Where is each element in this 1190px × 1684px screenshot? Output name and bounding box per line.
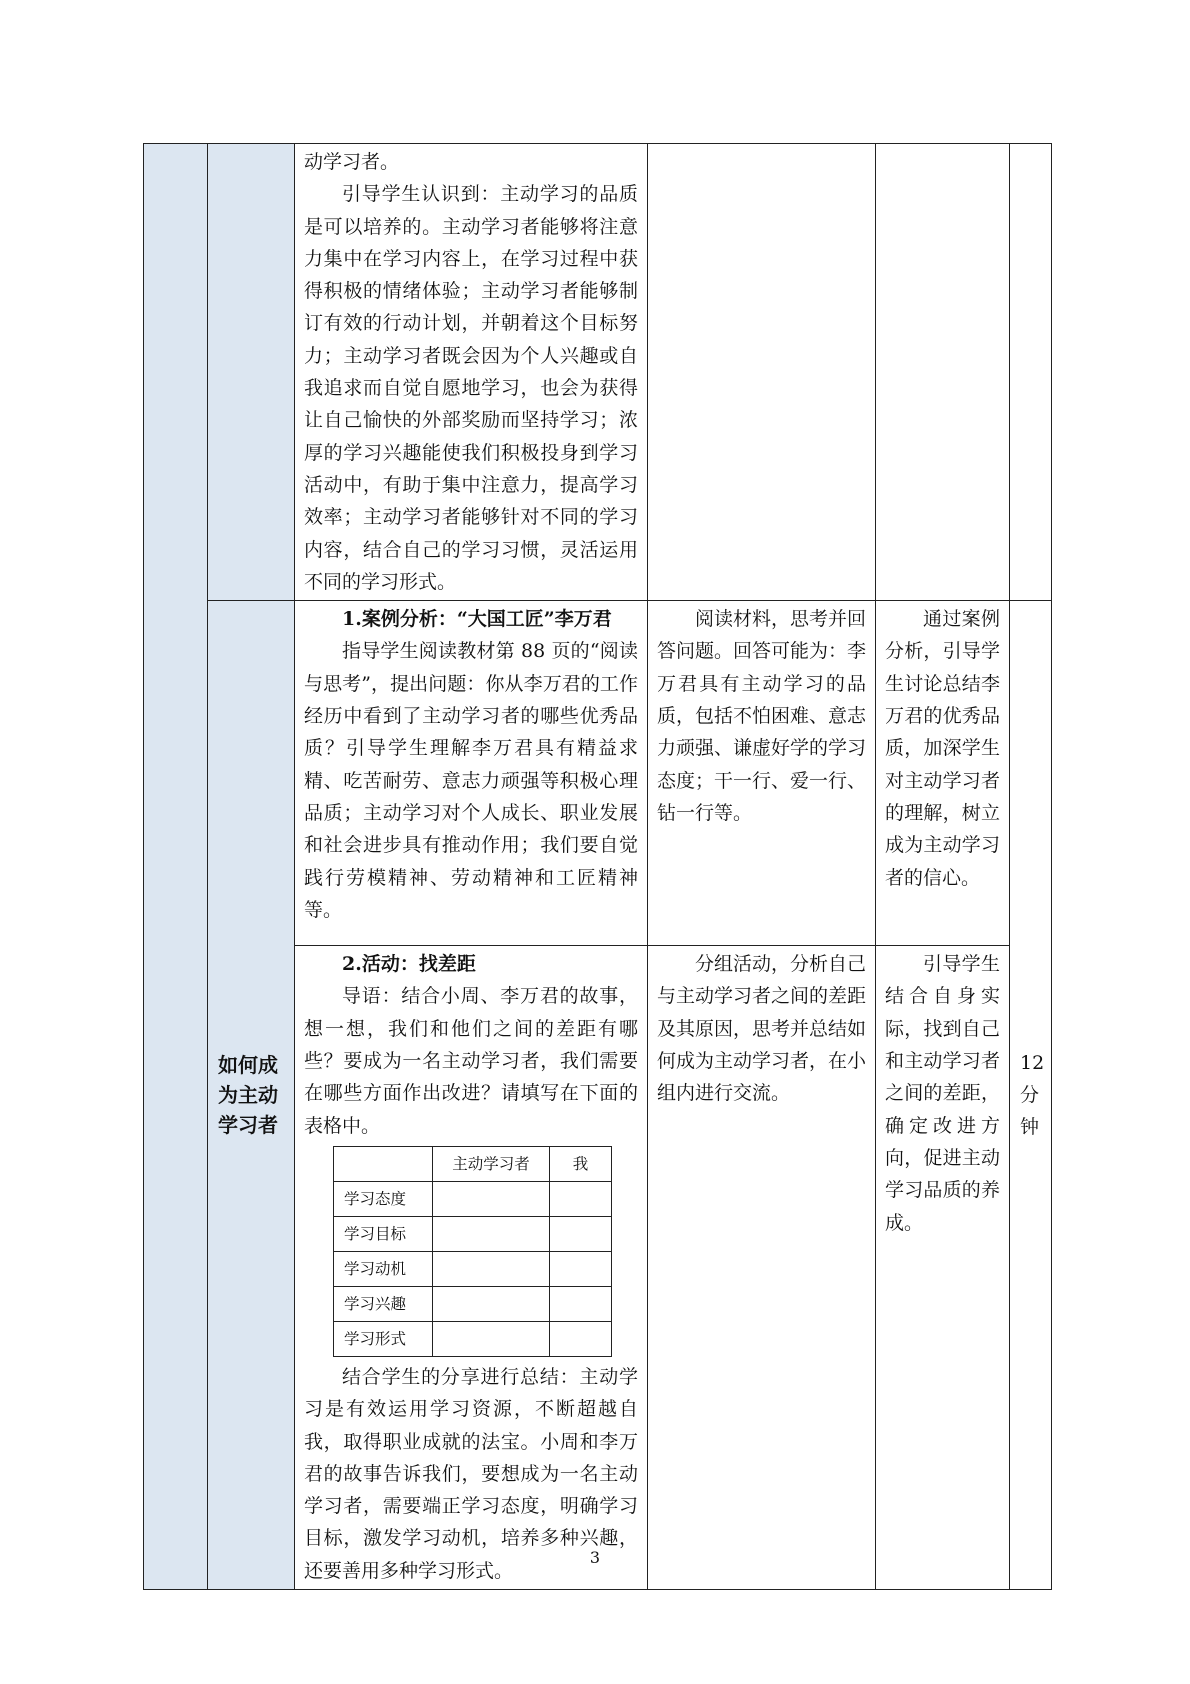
case-purpose-cell: [876, 601, 1010, 946]
gap-table-active-learner-cell: [433, 1181, 550, 1216]
table-row: [334, 1216, 612, 1251]
gap-table-active-learner-cell: [433, 1286, 550, 1321]
gap-table-header-row: [334, 1146, 612, 1181]
case-heading: 1.案例分析：“大国工匠”李万君: [342, 608, 612, 631]
table-row: [334, 1286, 612, 1321]
table-row: [334, 1321, 612, 1356]
section-name: 如何成为主动学习者: [218, 1053, 278, 1138]
gap-heading: 2.活动：找差距: [342, 953, 476, 976]
gap-table-header-me: 我: [550, 1146, 612, 1181]
case-purpose-text: 通过案例分析，引导学生讨论总结李万君的优秀品质，加深学生对主动学习者的理解，树立成为主动学习者的信心。: [885, 608, 1000, 889]
gap-table-row-label: 学习兴趣: [334, 1286, 433, 1321]
gap-table-me-cell: [550, 1181, 612, 1216]
gap-table-active-learner-cell: [433, 1251, 550, 1286]
case-analysis-row: [144, 601, 1052, 946]
gap-student-text: 分组活动，分析自己与主动学习者之间的差距及其原因，思考并总结如何成为主动学习者，在小组内进行交流。: [657, 953, 867, 1105]
gap-table-row-label: 学习目标: [334, 1216, 433, 1251]
design-purpose-cell-empty: [876, 144, 1010, 601]
case-teacher-cell: [295, 601, 648, 946]
time-cell-empty: [1010, 144, 1052, 601]
gap-purpose-cell: [876, 946, 1010, 1590]
table-row: [334, 1251, 612, 1286]
stage-column-cell: [144, 144, 208, 1590]
activity-text-guidance: 引导学生认识到：主动学习的品质是可以培养的。主动学习者能够将注意力集中在学习内容上，在学习过程中获得积极的情绪体验；主动学习者能够制订有效的行动计划，并朝着这个目标努力；主动学习者既会因为个人兴趣或自我追求而自觉自愿地学习，也会为获得让自己愉快的外部奖励而坚持学习；浓厚的学习兴趣能使我们积极投身到学习活动中，有助于集中注意力，提高学习效率；主动学习者能够针对不同的学习内容，结合自己的学习习惯，灵活运用不同的学习形式。: [304, 183, 638, 593]
gap-table-me-cell: [550, 1286, 612, 1321]
gap-table-me-cell: [550, 1321, 612, 1356]
gap-purpose-text: 引导学生结合自身实际，找到自己和主动学习者之间的差距，确定改进方向，促进主动学习品质的养成。: [885, 953, 1000, 1234]
gap-table-header-active-learner: 主动学习者: [433, 1146, 550, 1181]
activity-text-tail: 动学习者。: [304, 151, 400, 173]
teacher-activity-cell: [295, 144, 648, 601]
gap-table-row-label: 学习形式: [334, 1321, 433, 1356]
time-text: 12分钟: [1020, 1051, 1045, 1139]
page-number: 3: [589, 1548, 601, 1567]
case-student-text: 阅读材料，思考并回答问题。回答可能为：李万君具有主动学习的品质，包括不怕困难、意志力顽强、谦虚好学的学习态度；干一行、爱一行、钻一行等。: [657, 608, 867, 824]
continuation-row: [144, 144, 1052, 601]
gap-table-row-label: 学习动机: [334, 1251, 433, 1286]
time-cell: [1010, 601, 1052, 1590]
lesson-plan-table: [143, 143, 1052, 1590]
gap-summary: 结合学生的分享进行总结：主动学习是有效运用学习资源，不断超越自我，取得职业成就的法宝。小周和李万君的故事告诉我们，要想成为一名主动学习者，需要端正学习态度，明确学习目标，激发学习动机，培养多种兴趣，还要善用多种学习形式。: [304, 1365, 638, 1582]
case-body: 指导学生阅读教材第 88 页的“阅读与思考”，提出问题：你从李万君的工作经历中看到了主动学习者的哪些优秀品质？引导学生理解李万君具有精益求精、吃苦耐劳、意志力顽强等积极心理品质；主动学习对个人成长、职业发展和社会进步具有推动作用；我们要自觉践行劳模精神、劳动精神和工匠精神等。: [304, 640, 638, 921]
gap-intro: 导语：结合小周、李万君的故事，想一想，我们和他们之间的差距有哪些？要成为一名主动学习者，我们需要在哪些方面作出改进？请填写在下面的表格中。: [304, 985, 638, 1137]
student-activity-cell-empty: [648, 144, 876, 601]
gap-table-header-blank: [334, 1146, 433, 1181]
gap-table-active-learner-cell: [433, 1321, 550, 1356]
gap-teacher-cell: [295, 946, 648, 1590]
section-column-cell-empty: [208, 144, 295, 601]
table-row: [334, 1181, 612, 1216]
gap-table-row-label: 学习态度: [334, 1181, 433, 1216]
section-name-cell: [208, 601, 295, 1590]
case-student-cell: [648, 601, 876, 946]
gap-table-me-cell: [550, 1216, 612, 1251]
gap-table-me-cell: [550, 1251, 612, 1286]
gap-comparison-table: [333, 1146, 612, 1357]
gap-student-cell: [648, 946, 876, 1590]
gap-table-active-learner-cell: [433, 1216, 550, 1251]
